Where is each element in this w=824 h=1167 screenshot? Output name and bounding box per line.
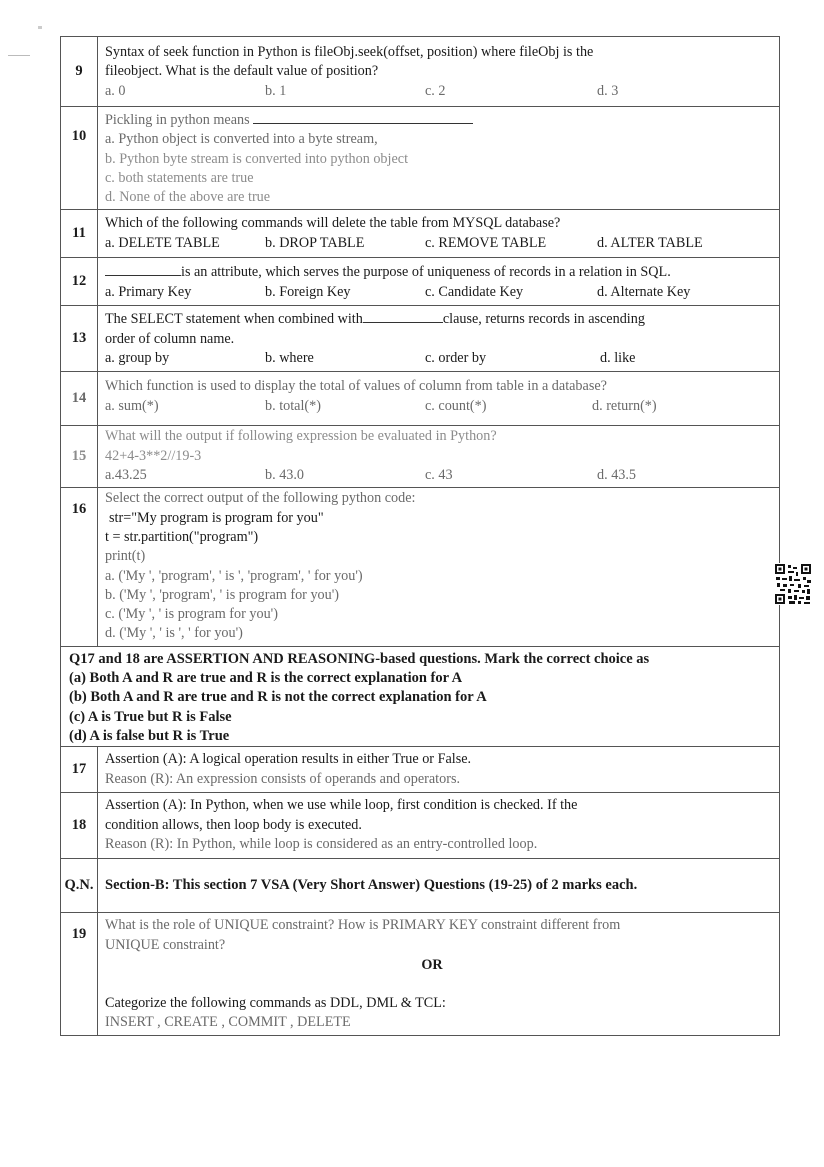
option-a: a. sum(*) [105, 397, 159, 414]
question-text: What will the output if following expression be evaluated in Python? [105, 428, 497, 445]
qr-code-icon [774, 563, 812, 605]
option-c: c. Candidate Key [425, 283, 524, 300]
answer-blank [105, 262, 181, 276]
option-b: b. Foreign Key [265, 283, 351, 300]
question-number: 17 [61, 747, 98, 793]
option-c: c. count(*) [425, 397, 487, 414]
option-c: c. order by [425, 350, 487, 367]
choice-b: (b) Both A and R are true and R is not the correct explanation for A [69, 689, 487, 706]
spacer [105, 975, 779, 994]
code-line: t = str.partition("program") [105, 528, 259, 545]
question-text: Syntax of seek function in Python is fileObj.seek(offset, position) where fileObj is the [105, 44, 594, 60]
question-row-16 [61, 488, 780, 646]
option-b: b. DROP TABLE [265, 234, 365, 251]
question-body [98, 210, 780, 258]
command-list: INSERT , CREATE , COMMIT , DELETE [105, 1014, 351, 1031]
option-d: d. 3 [597, 82, 619, 99]
question-body [98, 372, 780, 426]
question-body [98, 258, 780, 306]
question-row-19 [61, 913, 780, 1035]
assertion-text: Assertion (A): A logical operation results in either True or False. [105, 751, 472, 768]
question-text: Which of the following commands will delete the table from MYSQL database? [105, 215, 561, 232]
question-text: Which function is used to display the total of values of column from table in a database? [105, 378, 607, 395]
code-line: str="My program is program for you" [109, 509, 324, 526]
question-body [98, 37, 780, 107]
option-d: d. None of the above are true [105, 189, 271, 206]
option-c: c. 2 [425, 82, 446, 99]
options-row [105, 466, 779, 485]
option-a: a. Python object is converted into a byte stream, [105, 131, 378, 148]
option-c: c. ('My ', ' is program for you') [105, 606, 278, 623]
assertion-reasoning-header-row [61, 646, 780, 746]
assertion-text: Assertion (A): In Python, when we use while loop, first condition is checked. If the [105, 797, 578, 814]
question-row-15 [61, 426, 780, 488]
reason-text: Reason (R): In Python, while loop is considered as an entry-controlled loop. [105, 835, 538, 852]
option-a: a. 0 [105, 82, 126, 99]
question-text [105, 309, 779, 329]
question-row-12 [61, 258, 780, 306]
choice-d: (d) A is false but R is True [69, 727, 230, 744]
question-body [98, 488, 780, 646]
options-row [105, 283, 779, 302]
option-c: c. both statements are true [105, 169, 254, 186]
question-text: Select the correct output of the following python code: [105, 490, 416, 507]
options-row [105, 397, 779, 416]
assertion-reasoning-instructions [61, 646, 780, 746]
options-row [105, 82, 779, 101]
option-b: b. Python byte stream is converted into python object [105, 150, 409, 167]
question-text: What is the role of UNIQUE constraint? How is PRIMARY KEY constraint different from [105, 917, 621, 934]
answer-blank [253, 110, 473, 124]
option-d: d. 43.5 [597, 467, 637, 484]
scan-speck [38, 26, 42, 29]
answer-blank [363, 309, 443, 323]
question-number: 14 [61, 372, 98, 426]
or-separator: OR [421, 956, 443, 973]
question-body [98, 747, 780, 793]
question-number: 16 [61, 488, 98, 646]
choice-c: (c) A is True but R is False [69, 708, 232, 725]
assertion-text: condition allows, then loop body is executed. [105, 816, 362, 833]
question-number: 19 [61, 913, 98, 1035]
question-row-14 [61, 372, 780, 426]
option-d: d. return(*) [592, 397, 657, 414]
question-text [105, 110, 779, 130]
section-b-header-row [61, 859, 780, 913]
question-number: 18 [61, 793, 98, 859]
option-d: d. ALTER TABLE [597, 234, 703, 251]
question-number: 11 [61, 210, 98, 258]
question-number: 10 [61, 107, 98, 210]
question-stem: The SELECT statement when combined with [105, 311, 363, 328]
question-text: UNIQUE constraint? [105, 936, 226, 953]
choice-a: (a) Both A and R are true and R is the correct explanation for A [69, 670, 463, 687]
reason-text: Reason (R): An expression consists of operands and operators. [105, 770, 461, 787]
option-b: b. total(*) [265, 397, 321, 414]
question-body [98, 426, 780, 488]
option-b: b. 1 [265, 82, 287, 99]
question-row-18 [61, 793, 780, 859]
question-number: 15 [61, 426, 98, 488]
option-b: b. 43.0 [265, 467, 305, 484]
question-stem: Pickling in python means [105, 112, 250, 128]
question-table-wrapper [60, 36, 780, 1036]
section-b-title: Section-B: This section 7 VSA (Very Short Answer) Questions (19-25) of 2 marks each. [98, 859, 780, 913]
question-row-13 [61, 306, 780, 372]
question-text [105, 262, 779, 282]
question-number: 9 [61, 37, 98, 107]
question-number: 12 [61, 258, 98, 306]
question-body [98, 793, 780, 859]
option-d: d. Alternate Key [597, 283, 691, 300]
qn-label: Q.N. [61, 859, 98, 913]
instruction-text: Q17 and 18 are ASSERTION AND REASONING-based questions. Mark the correct choice as [69, 650, 650, 667]
question-stem-end: clause, returns records in ascending [442, 311, 645, 328]
option-a: a. group by [105, 350, 170, 367]
question-body [98, 107, 780, 210]
option-a: a. DELETE TABLE [105, 234, 220, 251]
question-text: order of column name. [105, 330, 235, 347]
option-b: b. ('My ', 'program', ' is program for you') [105, 586, 340, 603]
option-a: a. Primary Key [105, 283, 192, 300]
option-a: a. ('My ', 'program', ' is ', 'program', ' for you') [105, 567, 363, 584]
option-a: a.43.25 [105, 467, 147, 484]
question-row-9 [61, 37, 780, 107]
question-table [60, 36, 780, 1036]
question-row-11 [61, 210, 780, 258]
options-row [105, 349, 779, 368]
option-d: d. ('My ', ' is ', ' for you') [105, 625, 243, 642]
options-row [105, 234, 779, 253]
question-stem: is an attribute, which serves the purpose of uniqueness of records in a relation in SQL. [181, 264, 671, 281]
question-row-17 [61, 747, 780, 793]
question-body [98, 306, 780, 372]
expression: 42+4-3**2//19-3 [105, 447, 202, 464]
scan-mark [8, 55, 30, 56]
question-text: Categorize the following commands as DDL, DML & TCL: [105, 995, 446, 1012]
option-c: c. 43 [425, 467, 453, 484]
option-c: c. REMOVE TABLE [425, 234, 547, 251]
question-body [98, 913, 780, 1035]
question-row-10 [61, 107, 780, 210]
question-number: 13 [61, 306, 98, 372]
option-b: b. where [265, 350, 314, 367]
option-d: d. like [600, 350, 636, 367]
question-text: fileobject. What is the default value of position? [105, 63, 379, 80]
code-line: print(t) [105, 548, 146, 565]
